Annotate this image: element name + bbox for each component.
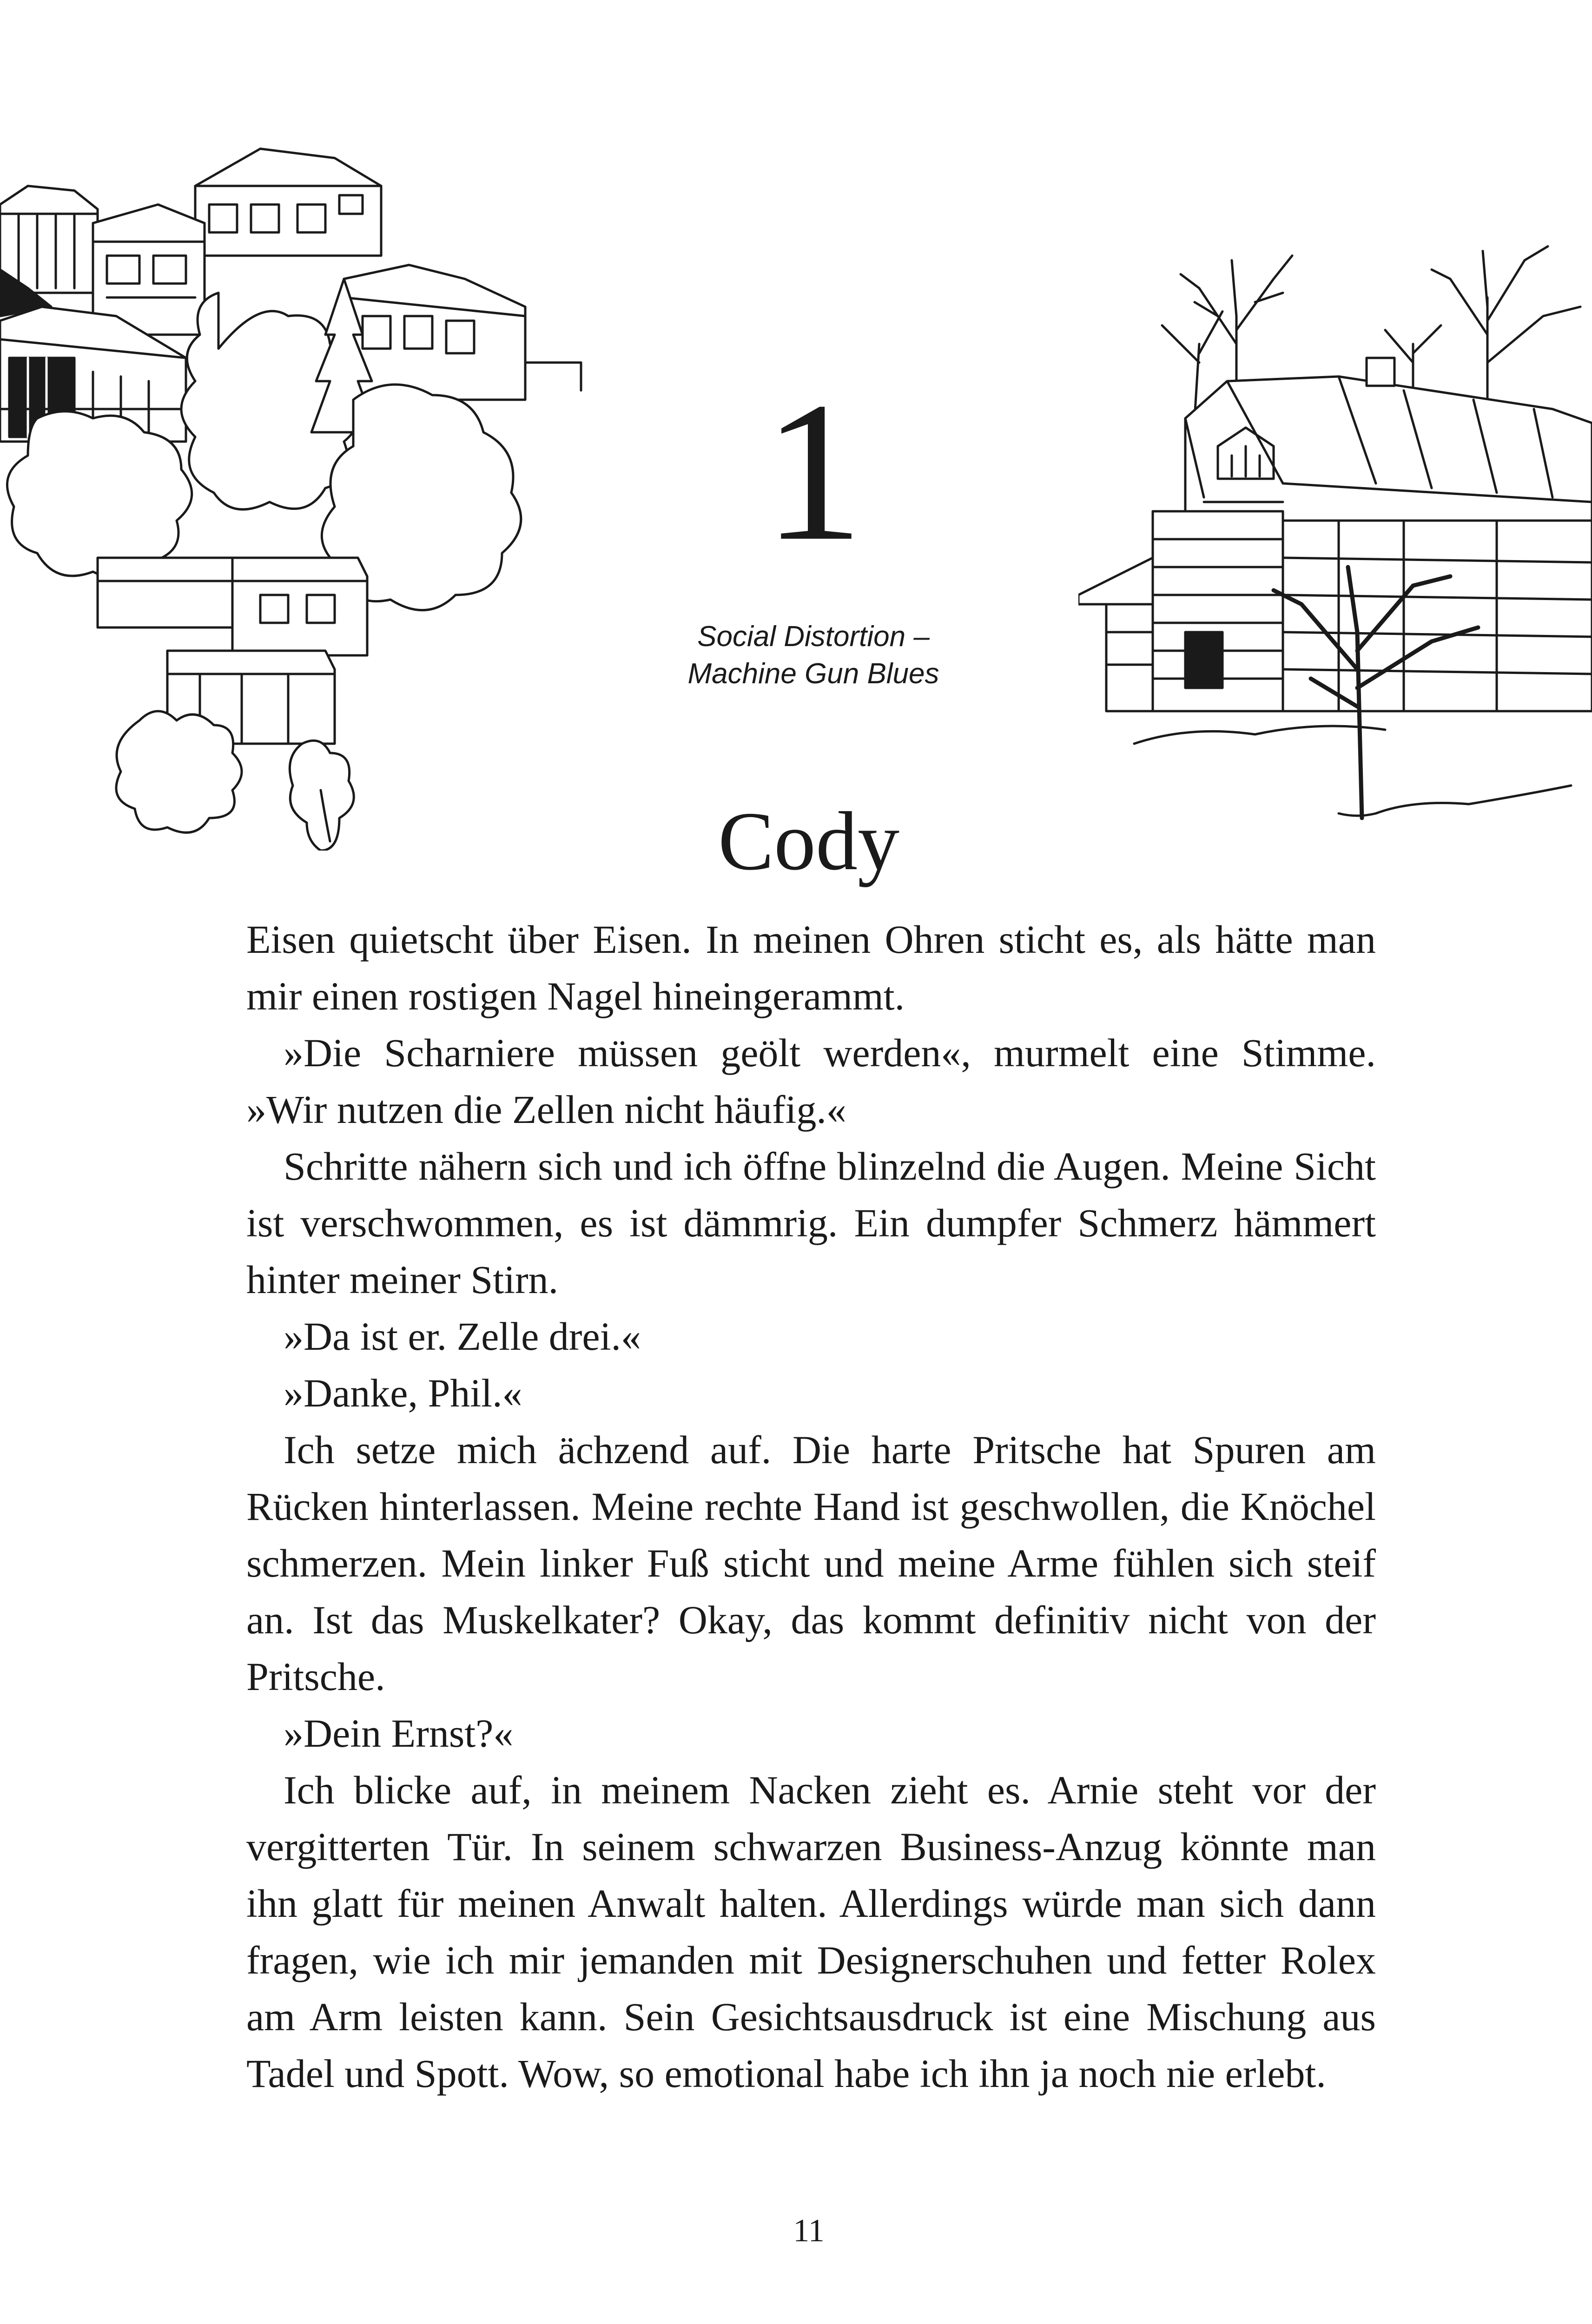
paragraph: Eisen quietscht über Eisen. In meinen Ohren sticht es, als hätte man mir einen rostigen Nagel hineingerammt. — [246, 917, 1376, 1018]
bare-tree-back-right — [1385, 246, 1580, 409]
paragraph: »Dein Ernst?« — [284, 1711, 514, 1756]
page-number: 11 — [793, 2213, 825, 2249]
chapter-number: 1 — [763, 361, 864, 582]
village-houses-trees-illustration — [0, 139, 660, 851]
house-right — [344, 265, 581, 400]
chapter-song-line-1: Social Distortion – — [697, 621, 930, 653]
barn — [1078, 358, 1592, 711]
chapter-song-line-2: Machine Gun Blues — [687, 658, 939, 690]
paragraph: »Danke, Phil.« — [284, 1371, 522, 1415]
pov-character-name: Cody — [718, 795, 900, 887]
barn-bare-trees-illustration — [1078, 223, 1592, 827]
paragraph: Ich blicke auf, in meinem Nacken zieht es. Arnie steht vor der vergitterten Tür. In seinem schwarzen Business-Anzug könnte man ihn glatt für meinen Anwalt halten. Allerdings würde man sich dann fragen, wie ich mir jemanden mit Designerschuhen und fetter Rolex am Arm leisten kann. Sein Gesichtsausdruck ist eine Mischung aus Tadel und Spott. Wow, so emotional habe ich ihn ja noch nie erlebt. — [246, 1768, 1376, 2096]
chapter-body-text — [246, 911, 1376, 2102]
paragraph: »Die Scharniere müssen geölt werden«, murmelt eine Stimme. »Wir nutzen die Zellen nicht häufig.« — [246, 1030, 1376, 1132]
paragraph: Schritte nähern sich und ich öffne blinzelnd die Augen. Meine Sicht ist verschwommen, es ist dämmrig. Ein dumpfer Schmerz hämmert hinter meiner Stirn. — [246, 1144, 1376, 1302]
house-top-middle — [195, 149, 381, 256]
chapter-song-title — [641, 618, 985, 693]
paragraph: Ich setze mich ächzend auf. Die harte Pritsche hat Spuren am Rücken hinterlassen. Meine rechte Hand ist geschwollen, die Knöchel schmerzen. Mein linker Fuß sticht und meine Arme fühlen sich steif an. Ist das Muskelkater? Okay, das kommt definitiv nicht von der Pritsche. — [246, 1427, 1376, 1699]
house-top-left — [0, 186, 98, 316]
paragraph: »Da ist er. Zelle drei.« — [284, 1314, 641, 1359]
house-bottom — [98, 558, 367, 744]
